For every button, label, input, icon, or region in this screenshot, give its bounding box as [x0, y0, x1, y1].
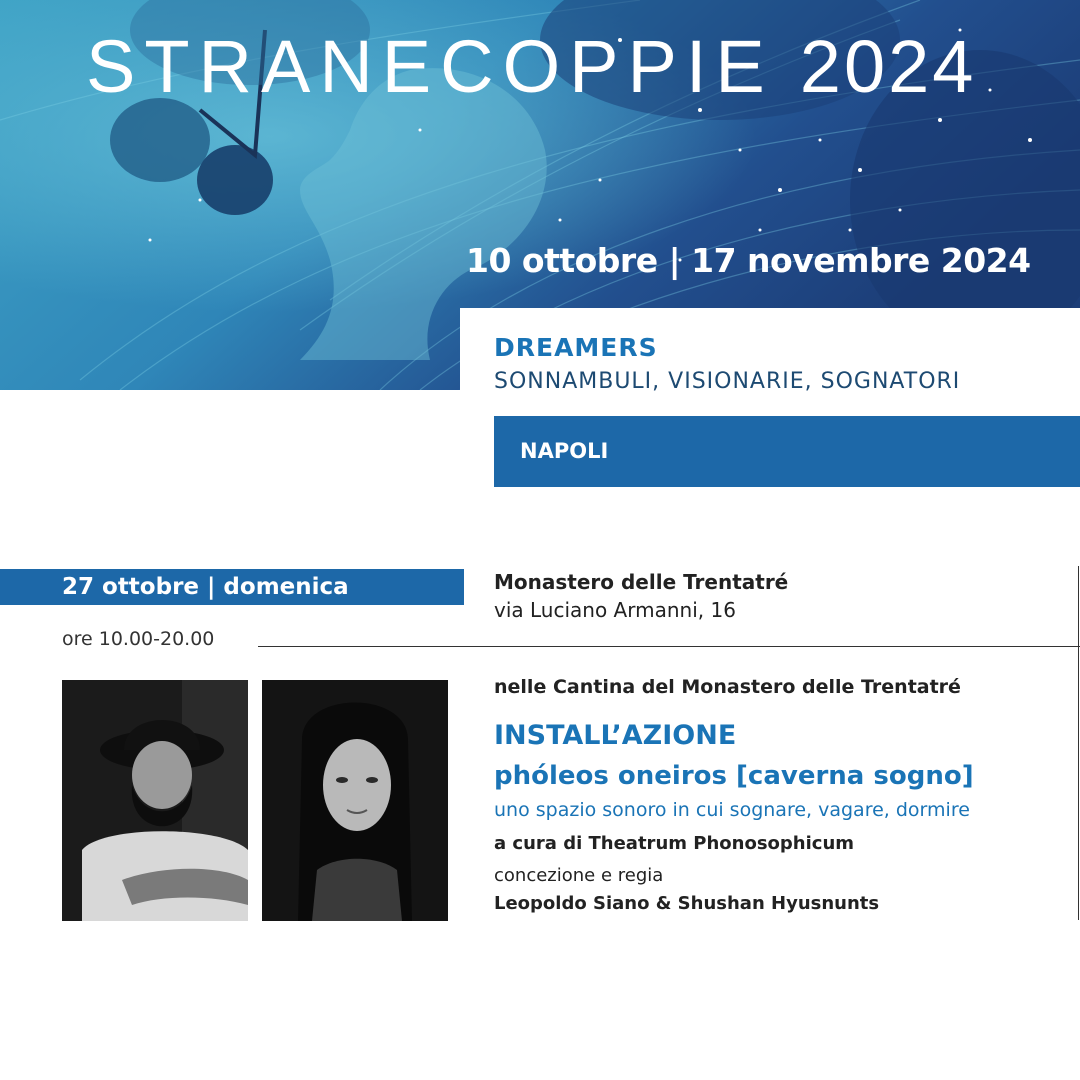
- festival-title: [86, 22, 976, 112]
- portrait-woman-image: [262, 680, 448, 921]
- city-label: NAPOLI: [520, 439, 609, 463]
- event-time: ore 10.00-20.00: [62, 628, 215, 650]
- event-date-bar: [0, 569, 464, 605]
- event-date: 27 ottobre | domenica: [62, 574, 349, 600]
- event-directors: Leopoldo Siano & Shushan Hyusnunts: [494, 893, 880, 914]
- festival-name: STRANECOPPIE: [86, 25, 774, 108]
- portrait-man-image: [62, 680, 248, 921]
- city-banner: [494, 416, 1080, 487]
- photo-performer-woman: [262, 680, 448, 921]
- event-location: nelle Cantina del Monastero delle Trentatré: [494, 676, 961, 698]
- photo-performer-man: [62, 680, 248, 921]
- theme-subtitle: SONNAMBULI, VISIONARIE, SOGNATORI: [494, 369, 961, 394]
- event-description: uno spazio sonoro in cui sognare, vagare, dormire: [494, 799, 970, 821]
- theme-title: DREAMERS: [494, 333, 658, 362]
- festival-year: 2024: [799, 25, 977, 108]
- divider-line: [258, 646, 1080, 647]
- event-address: via Luciano Armanni, 16: [494, 598, 736, 622]
- divider-vertical: [1078, 566, 1079, 920]
- festival-dates: 10 ottobre | 17 novembre 2024: [466, 241, 1031, 280]
- event-type: INSTALL’AZIONE: [494, 720, 737, 751]
- event-curator: a cura di Theatrum Phonosophicum: [494, 833, 855, 854]
- event-venue: Monastero delle Trentatré: [494, 570, 789, 594]
- concept-label: concezione e regia: [494, 865, 664, 886]
- event-title: phóleos oneiros [caverna sogno]: [494, 761, 974, 791]
